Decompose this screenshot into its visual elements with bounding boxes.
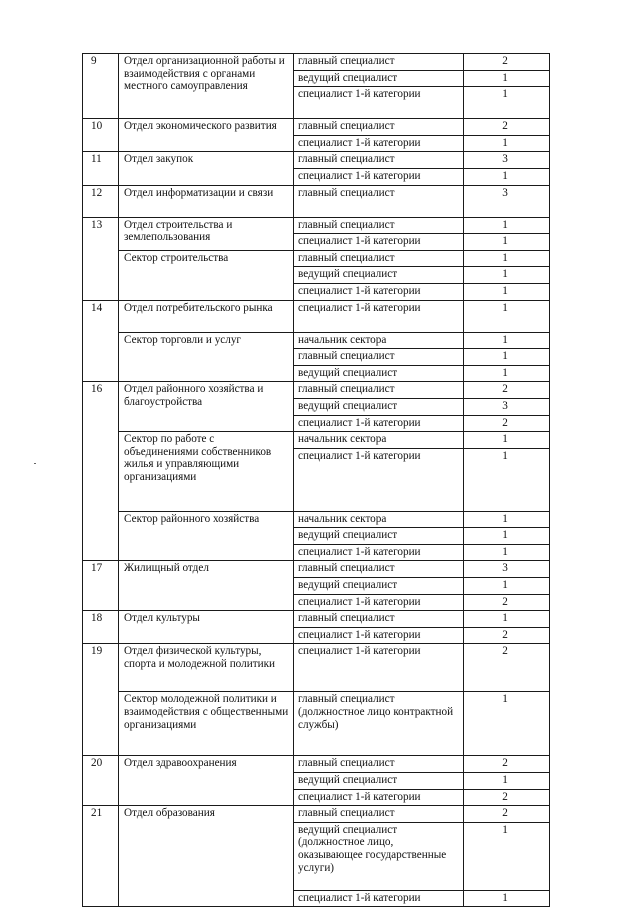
position-count: 2: [464, 627, 550, 644]
position-title: специалист 1-й категории: [294, 168, 464, 185]
position-count: 3: [464, 185, 550, 217]
row-number: 19: [83, 644, 119, 756]
position-count: 1: [464, 611, 550, 628]
position-title: главный специалист: [294, 152, 464, 169]
position-count: 1: [464, 250, 550, 267]
table-row: [83, 561, 550, 578]
department-name: Отдел экономического развития: [119, 119, 294, 152]
department-name: Отдел потребительского рынка: [119, 300, 294, 332]
row-number: 16: [83, 382, 119, 561]
staffing-table: [82, 53, 550, 907]
position-count: 1: [464, 349, 550, 366]
position-title: ведущий специалист: [294, 365, 464, 382]
table-row: [83, 185, 550, 217]
position-count: 1: [464, 365, 550, 382]
row-number: 9: [83, 54, 119, 119]
position-count: 1: [464, 692, 550, 756]
position-title: специалист 1-й категории: [294, 594, 464, 611]
table-row: [83, 432, 550, 449]
table-row: [83, 119, 550, 136]
row-number: 17: [83, 561, 119, 611]
department-name: Сектор строительства: [119, 250, 294, 300]
row-number: 20: [83, 756, 119, 806]
department-name: Сектор молодежной политики и взаимодействия с общественными организациями: [119, 692, 294, 756]
table-row: [83, 152, 550, 169]
position-count: 2: [464, 789, 550, 806]
position-count: 2: [464, 382, 550, 399]
position-count: 1: [464, 135, 550, 152]
department-name: Сектор торговли и услуг: [119, 332, 294, 382]
position-title: специалист 1-й категории: [294, 448, 464, 511]
row-number: 14: [83, 300, 119, 382]
position-count: 1: [464, 217, 550, 234]
row-number: 12: [83, 185, 119, 217]
row-number: 13: [83, 217, 119, 300]
department-name: Отдел районного хозяйства и благоустройства: [119, 382, 294, 432]
department-name: Сектор по работе с объединениями собственников жилья и управляющими организациями: [119, 432, 294, 512]
position-title: главный специалист: [294, 217, 464, 234]
table-row: [83, 300, 550, 332]
department-name: Сектор районного хозяйства: [119, 511, 294, 561]
department-name: Жилищный отдел: [119, 561, 294, 611]
position-count: 1: [464, 578, 550, 595]
department-name: Отдел физической культуры, спорта и молодежной политики: [119, 644, 294, 692]
position-title: специалист 1-й категории: [294, 234, 464, 251]
position-title: ведущий специалист: [294, 70, 464, 87]
position-title: специалист 1-й категории: [294, 890, 464, 907]
position-count: 3: [464, 561, 550, 578]
position-count: 2: [464, 415, 550, 432]
position-count: 1: [464, 300, 550, 332]
table-row: [83, 511, 550, 528]
staffing-table-body: [83, 54, 550, 907]
position-title: начальник сектора: [294, 511, 464, 528]
position-title: главный специалист: [294, 250, 464, 267]
position-title: специалист 1-й категории: [294, 415, 464, 432]
position-count: 1: [464, 528, 550, 545]
position-title: специалист 1-й категории: [294, 283, 464, 300]
table-row: [83, 54, 550, 71]
table-row: [83, 692, 550, 756]
table-row: [83, 611, 550, 628]
position-count: 1: [464, 511, 550, 528]
row-number: 21: [83, 806, 119, 907]
department-name: Отдел организационной работы и взаимодействия с органами местного самоуправления: [119, 54, 294, 119]
position-count: 1: [464, 448, 550, 511]
position-count: 1: [464, 70, 550, 87]
position-count: 1: [464, 890, 550, 907]
department-name: Отдел закупок: [119, 152, 294, 185]
table-row: [83, 806, 550, 823]
table-row: [83, 217, 550, 234]
position-title: главный специалист: [294, 119, 464, 136]
row-number: 11: [83, 152, 119, 185]
position-count: 2: [464, 54, 550, 71]
position-title: специалист 1-й категории: [294, 627, 464, 644]
position-title: начальник сектора: [294, 332, 464, 349]
position-count: 3: [464, 398, 550, 415]
table-row: [83, 250, 550, 267]
position-count: 2: [464, 756, 550, 773]
position-title: специалист 1-й категории: [294, 789, 464, 806]
position-count: 2: [464, 119, 550, 136]
position-count: 1: [464, 234, 550, 251]
position-title: главный специалист: [294, 349, 464, 366]
position-title: специалист 1-й категории: [294, 644, 464, 692]
position-count: 1: [464, 168, 550, 185]
department-name: Отдел образования: [119, 806, 294, 907]
position-count: 1: [464, 432, 550, 449]
department-name: Отдел информатизации и связи: [119, 185, 294, 217]
position-title: ведущий специалист: [294, 528, 464, 545]
department-name: Отдел строительства и землепользования: [119, 217, 294, 250]
position-count: 3: [464, 152, 550, 169]
position-count: 1: [464, 332, 550, 349]
position-title: начальник сектора: [294, 432, 464, 449]
position-title: главный специалист: [294, 382, 464, 399]
table-row: [83, 332, 550, 349]
row-number: 10: [83, 119, 119, 152]
position-count: 2: [464, 594, 550, 611]
position-title: главный специалист (должностное лицо контрактной службы): [294, 692, 464, 756]
position-count: 2: [464, 806, 550, 823]
table-row: [83, 756, 550, 773]
position-title: главный специалист: [294, 756, 464, 773]
position-count: 2: [464, 644, 550, 692]
position-count: 1: [464, 773, 550, 790]
position-title: ведущий специалист (должностное лицо, оказывающее государственные услуги): [294, 822, 464, 890]
position-count: 1: [464, 544, 550, 561]
position-title: специалист 1-й категории: [294, 544, 464, 561]
department-name: Отдел культуры: [119, 611, 294, 644]
position-title: главный специалист: [294, 611, 464, 628]
table-row: [83, 382, 550, 399]
position-title: главный специалист: [294, 185, 464, 217]
row-number: 18: [83, 611, 119, 644]
position-count: 1: [464, 267, 550, 284]
position-title: ведущий специалист: [294, 398, 464, 415]
position-title: ведущий специалист: [294, 578, 464, 595]
position-title: специалист 1-й категории: [294, 300, 464, 332]
position-count: 1: [464, 87, 550, 119]
position-title: главный специалист: [294, 806, 464, 823]
position-title: специалист 1-й категории: [294, 87, 464, 119]
scan-mark: [34, 463, 36, 464]
position-count: 1: [464, 822, 550, 890]
position-count: 1: [464, 283, 550, 300]
table-row: [83, 644, 550, 692]
position-title: специалист 1-й категории: [294, 135, 464, 152]
position-title: ведущий специалист: [294, 267, 464, 284]
position-title: главный специалист: [294, 561, 464, 578]
position-title: ведущий специалист: [294, 773, 464, 790]
position-title: главный специалист: [294, 54, 464, 71]
department-name: Отдел здравоохранения: [119, 756, 294, 806]
